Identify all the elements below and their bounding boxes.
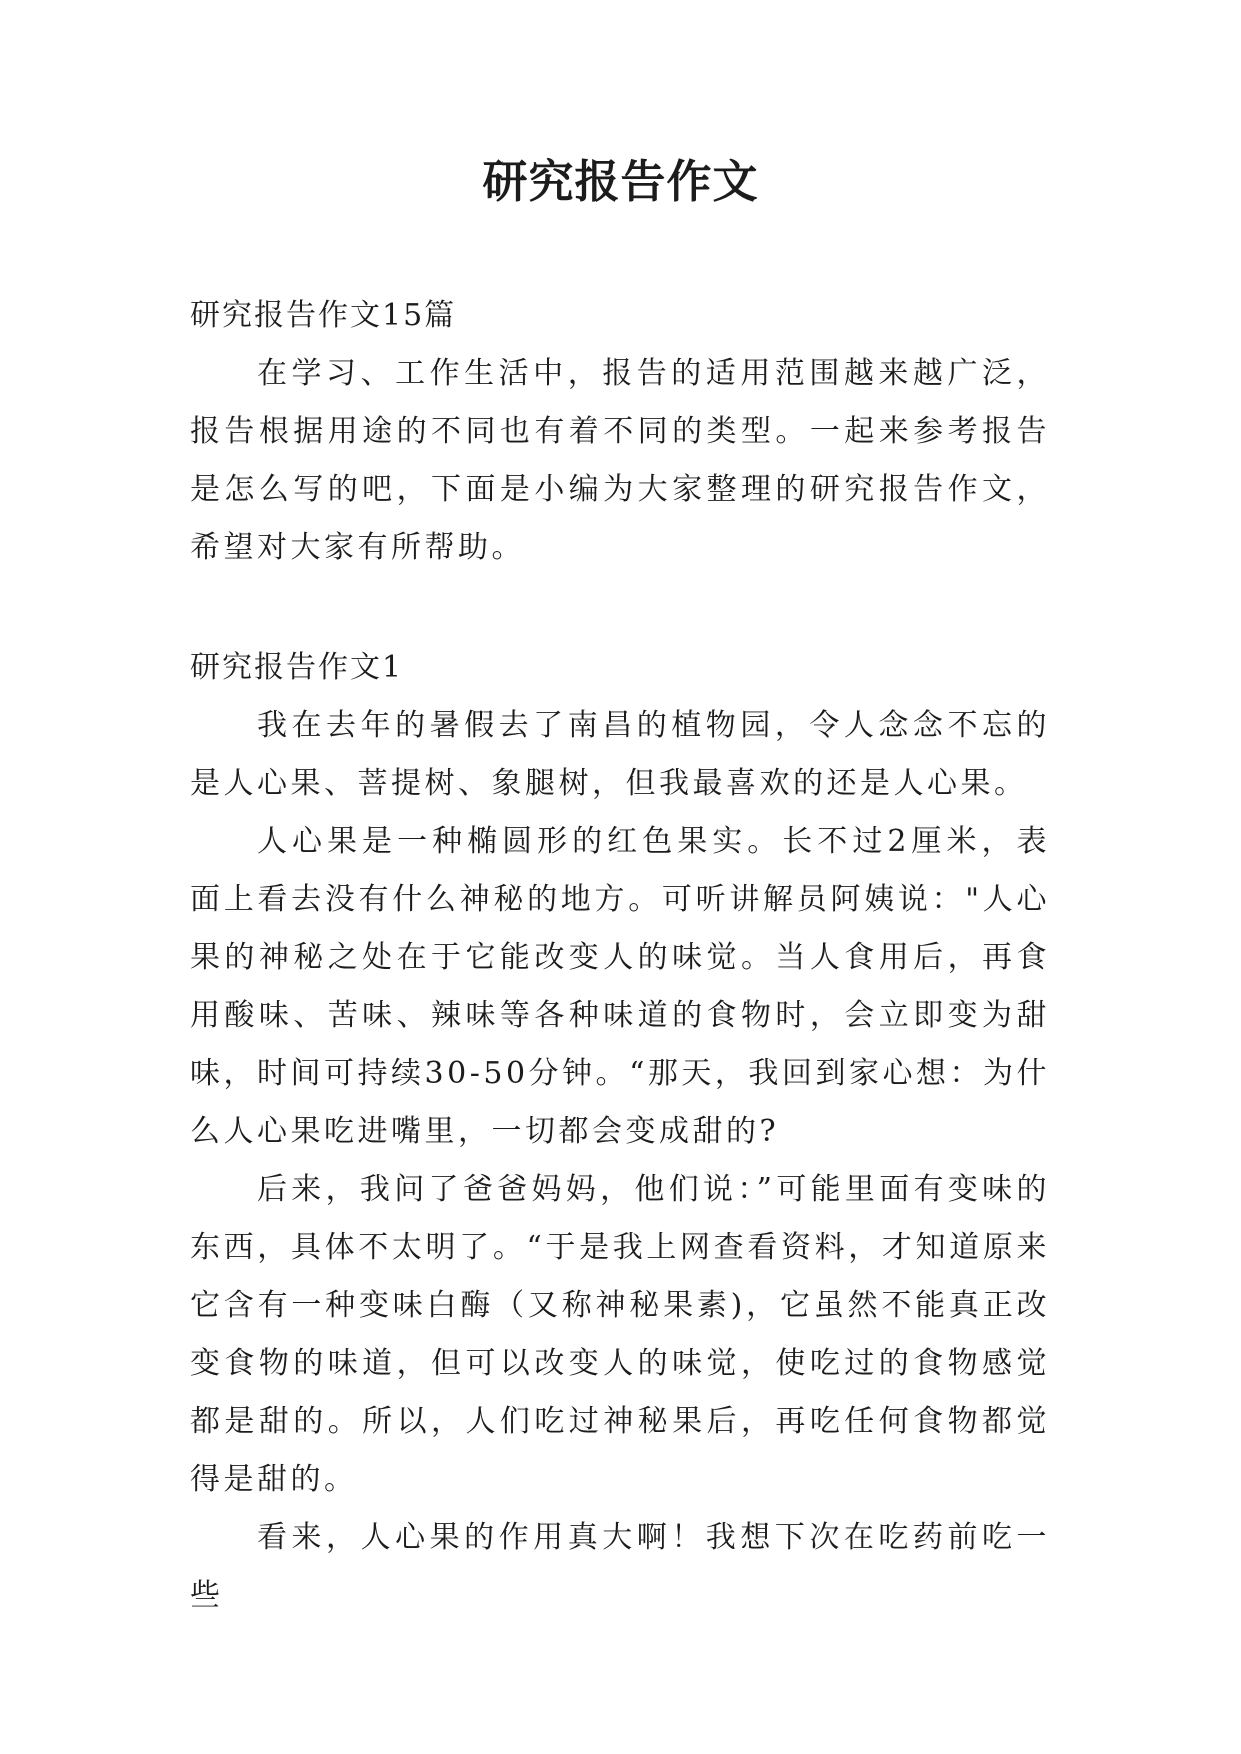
section-heading: 研究报告作文1 (190, 650, 404, 685)
subtitle: 研究报告作文15篇 (190, 298, 457, 333)
body-paragraph: 人心果是一种椭圆形的红色果实。长不过2厘米，表面上看去没有什么神秘的地方。可听讲解员阿姨说："人心果的神秘之处在于它能改变人的味觉。当人食用后，再食用酸味、苦味、辣味等各种味道的食物时，会立即变为甜味，时间可持续30-50分钟。“那天，我回到家心想：为什么人心果吃进嘴里，一切都会变成甜的? (190, 824, 1050, 1149)
body-paragraph: 我在去年的暑假去了南昌的植物园，令人念念不忘的是人心果、菩提树、象腿树，但我最喜欢的还是人心果。 (190, 708, 1050, 801)
document-title: 研究报告作文 (482, 155, 759, 208)
intro-paragraph: 在学习、工作生活中，报告的适用范围越来越广泛，报告根据用途的不同也有着不同的类型。一起来参考报告是怎么写的吧，下面是小编为大家整理的研究报告作文，希望对大家有所帮助。 (190, 356, 1050, 565)
document-body (190, 287, 1050, 1625)
body-paragraph: 后来，我问了爸爸妈妈，他们说：”可能里面有变味的东西，具体不太明了。“于是我上网查看资料，才知道原来它含有一种变味白酶（又称神秘果素)，它虽然不能真正改变食物的味道，但可以改变人的味觉，使吃过的食物感觉都是甜的。所以，人们吃过神秘果后，再吃任何食物都觉得是甜的。 (190, 1172, 1050, 1497)
body-paragraph: 看来，人心果的作用真大啊！我想下次在吃药前吃一些 (190, 1520, 1050, 1613)
